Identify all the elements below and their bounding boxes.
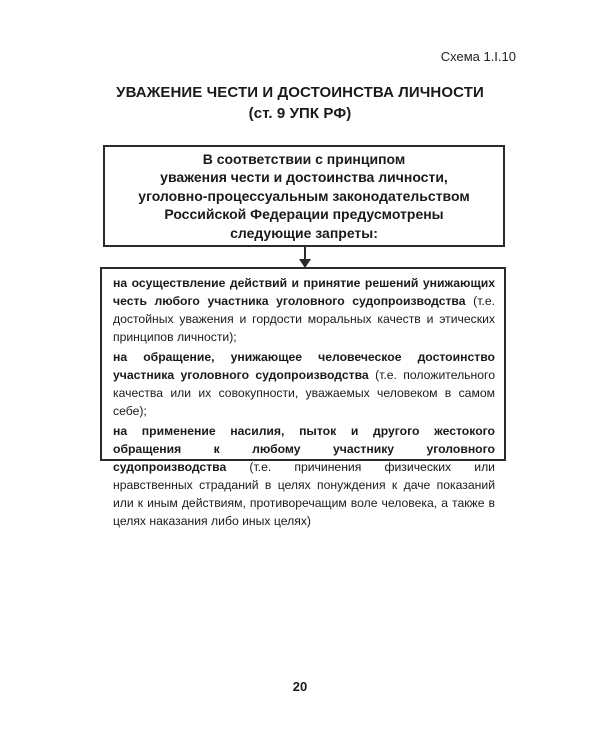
principle-text — [138, 150, 469, 243]
prohibition-item — [113, 348, 495, 420]
title-line-2: (ст. 9 УПК РФ) — [248, 105, 352, 122]
prohibition-explanation: (т.е. положительного качества или их совокупности, уважаемых человеком в самом себе); — [113, 368, 495, 418]
prohibitions-box — [100, 267, 506, 528]
prohibition-item — [113, 274, 495, 346]
page-title — [0, 82, 600, 124]
principle-line: следующие запреты: — [230, 224, 378, 241]
title-line-1: УВАЖЕНИЕ ЧЕСТИ И ДОСТОИНСТВА ЛИЧНОСТИ — [116, 84, 484, 101]
prohibition-bold-text: на применение насилия, пыток и другого жестокого обращения к любому участнику уголовного судопроизводства — [113, 424, 495, 474]
principle-line: уважения чести и достоинства личности, — [160, 169, 448, 186]
prohibition-explanation: (т.е. достойных уважения и гордости моральных качеств и этических принципов личности); — [113, 294, 495, 344]
principle-line: В соответствии с принципом — [202, 150, 406, 167]
prohibition-bold-text: на обращение, унижающее человеческое достоинство участника уголовного судопроизводства — [113, 350, 495, 382]
prohibition-explanation: (т.е. причинения физических или нравственных страданий в целях понуждения к даче показаний или к иным действиям, противоречащим воле человека, а также в целях наказания либо иных целях) — [113, 460, 495, 528]
prohibition-item — [113, 422, 495, 530]
prohibition-bold-text: на осуществление действий и принятие решений унижающих честь любого участника уголовного судопроизводства — [113, 276, 495, 308]
page-number: 20 — [292, 679, 308, 694]
principle-box — [103, 145, 505, 247]
principle-line: Российской Федерации предусмотрены — [164, 206, 444, 223]
principle-line: уголовно-процессуальным законодательством — [138, 187, 470, 204]
scheme-label: Схема 1.I.10 — [440, 49, 516, 64]
